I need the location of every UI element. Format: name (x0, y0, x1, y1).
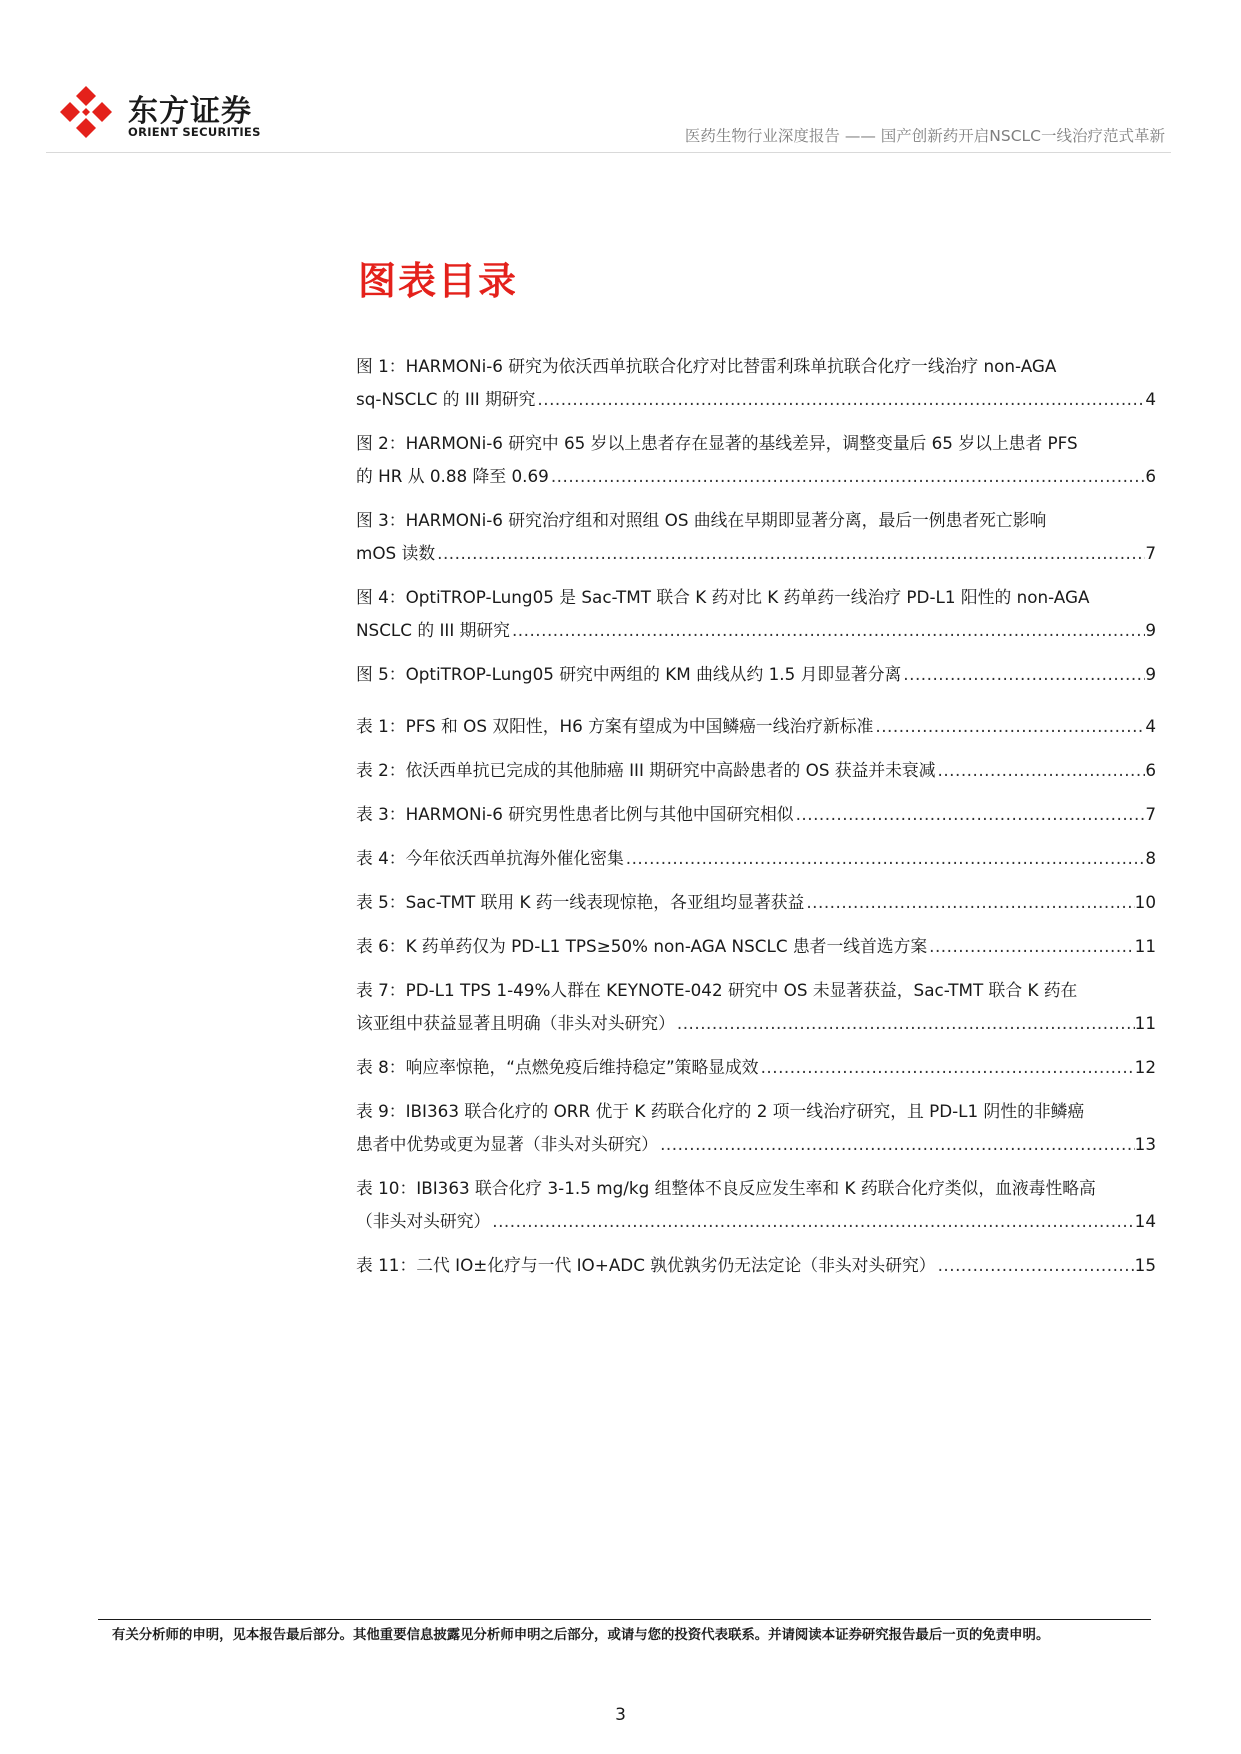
toc-entry-table-8[interactable] (356, 1051, 1156, 1084)
logo-chinese-name: 东方证券 (128, 94, 252, 129)
toc-entry-figure-5[interactable] (356, 658, 1156, 691)
entry-text: mOS 读数 (356, 543, 436, 563)
dot-leader (901, 658, 1145, 691)
entry-text: 表 1：PFS 和 OS 双阳性，H6 方案有望成为中国鳞癌一线治疗新标准 (356, 716, 874, 736)
entry-page-number: 8 (1145, 848, 1156, 868)
page-number: 3 (615, 1705, 626, 1725)
toc-entry-table-2[interactable] (356, 754, 1156, 787)
entry-text: 患者中优势或更为显著（非头对头研究） (356, 1134, 659, 1154)
toc-entry-table-9[interactable] (356, 1095, 1156, 1161)
page-title: 图表目录 (358, 259, 519, 303)
entry-text: 表 8：响应率惊艳，“点燃免疫后维持稳定”策略显成效 (356, 1057, 759, 1077)
entry-text: 图 2：HARMONi-6 研究中 65 岁以上患者存在显著的基线差异，调整变量后 65 岁以上患者 PFS (356, 433, 1078, 453)
entry-text: sq-NSCLC 的 III 期研究 (356, 389, 536, 409)
report-header-title: 医药生物行业深度报告 —— 国产创新药开启NSCLC一线治疗范式革新 (684, 127, 1165, 145)
toc-entry-table-3[interactable] (356, 798, 1156, 831)
company-logo (58, 82, 268, 144)
entry-text: （非头对头研究） (356, 1211, 491, 1231)
toc-entry-table-11[interactable] (356, 1249, 1156, 1282)
dot-leader (759, 1051, 1135, 1084)
dot-leader (510, 614, 1145, 647)
toc-entry-table-10[interactable] (356, 1172, 1156, 1238)
footer-disclaimer: 有关分析师的申明，见本报告最后部分。其他重要信息披露见分析师申明之后部分，或请与您的投资代表联系。并请阅读本证券研究报告最后一页的免责申明。 (112, 1628, 1050, 1643)
entry-page-number: 4 (1145, 389, 1156, 409)
toc-entry-figure-1[interactable] (356, 350, 1156, 416)
toc-entry-table-4[interactable] (356, 842, 1156, 875)
entry-text: 表 5：Sac-TMT 联用 K 药一线表现惊艳，各亚组均显著获益 (356, 892, 805, 912)
dot-leader (794, 798, 1146, 831)
toc-entry-table-5[interactable] (356, 886, 1156, 919)
entry-text: 图 3：HARMONi-6 研究治疗组和对照组 OS 曲线在早期即显著分离，最后一例患者死亡影响 (356, 510, 1047, 530)
dot-leader (535, 383, 1145, 416)
toc-entry-figure-4[interactable] (356, 581, 1156, 647)
dot-leader (873, 710, 1145, 743)
entry-text: 表 7：PD-L1 TPS 1-49%人群在 KEYNOTE-042 研究中 OS 未显著获益，Sac-TMT 联合 K 药在 (356, 980, 1078, 1000)
toc-entry-table-1[interactable] (356, 710, 1156, 743)
entry-page-number: 15 (1134, 1255, 1156, 1275)
entry-text: 表 4：今年依沃西单抗海外催化密集 (356, 848, 624, 868)
entry-text: 图 5：OptiTROP-Lung05 研究中两组的 KM 曲线从约 1.5 月即显著分离 (356, 664, 902, 684)
entry-page-number: 9 (1145, 620, 1156, 640)
entry-page-number: 11 (1134, 1013, 1156, 1033)
dot-leader (936, 1249, 1135, 1282)
toc-entry-table-6[interactable] (356, 930, 1156, 963)
entry-page-number: 13 (1134, 1134, 1156, 1154)
dot-leader (490, 1205, 1134, 1238)
entry-text: 表 11：二代 IO±化疗与一代 IO+ADC 孰优孰劣仍无法定论（非头对头研究） (356, 1255, 936, 1275)
entry-text: 表 6：K 药单药仅为 PD-L1 TPS≥50% non-AGA NSCLC 患者一线首选方案 (356, 936, 928, 956)
entry-text: 该亚组中获益显著且明确（非头对头研究） (356, 1013, 675, 1033)
dot-leader (624, 842, 1146, 875)
logo-english-name: ORIENT SECURITIES (128, 125, 261, 139)
entry-text: 图 4：OptiTROP-Lung05 是 Sac-TMT 联合 K 药对比 K 药单药一线治疗 PD-L1 阳性的 non-AGA (356, 587, 1090, 607)
entry-page-number: 9 (1145, 664, 1156, 684)
entry-page-number: 10 (1134, 892, 1156, 912)
entry-text: 表 9：IBI363 联合化疗的 ORR 优于 K 药联合化疗的 2 项一线治疗研究，且 PD-L1 阴性的非鳞癌 (356, 1101, 1085, 1121)
entry-page-number: 11 (1134, 936, 1156, 956)
dot-leader (658, 1128, 1135, 1161)
dot-leader (675, 1007, 1135, 1040)
entry-text: 的 HR 从 0.88 降至 0.69 (356, 466, 549, 486)
entry-page-number: 4 (1145, 716, 1156, 736)
header-divider (46, 152, 1171, 153)
table-list (356, 710, 1156, 1293)
entry-page-number: 14 (1134, 1211, 1156, 1231)
entry-text: 表 2：依沃西单抗已完成的其他肺癌 III 期研究中高龄患者的 OS 获益并未衰减 (356, 760, 936, 780)
entry-text: NSCLC 的 III 期研究 (356, 620, 510, 640)
entry-text: 表 10：IBI363 联合化疗 3-1.5 mg/kg 组整体不良反应发生率和 K 药联合化疗类似，血液毒性略高 (356, 1178, 1096, 1198)
orient-securities-logo-icon (58, 84, 114, 140)
dot-leader (549, 460, 1146, 493)
figure-list (356, 350, 1156, 702)
footer-divider (98, 1619, 1151, 1620)
entry-text: 图 1：HARMONi-6 研究为依沃西单抗联合化疗对比替雷利珠单抗联合化疗一线治疗 non-AGA (356, 356, 1057, 376)
dot-leader (936, 754, 1146, 787)
toc-entry-table-7[interactable] (356, 974, 1156, 1040)
entry-page-number: 6 (1145, 760, 1156, 780)
toc-entry-figure-2[interactable] (356, 427, 1156, 493)
entry-page-number: 7 (1145, 804, 1156, 824)
toc-entry-figure-3[interactable] (356, 504, 1156, 570)
dot-leader (435, 537, 1145, 570)
entry-page-number: 6 (1145, 466, 1156, 486)
entry-page-number: 7 (1145, 543, 1156, 563)
entry-page-number: 12 (1134, 1057, 1156, 1077)
dot-leader (804, 886, 1134, 919)
entry-text: 表 3：HARMONi-6 研究男性患者比例与其他中国研究相似 (356, 804, 794, 824)
dot-leader (927, 930, 1135, 963)
